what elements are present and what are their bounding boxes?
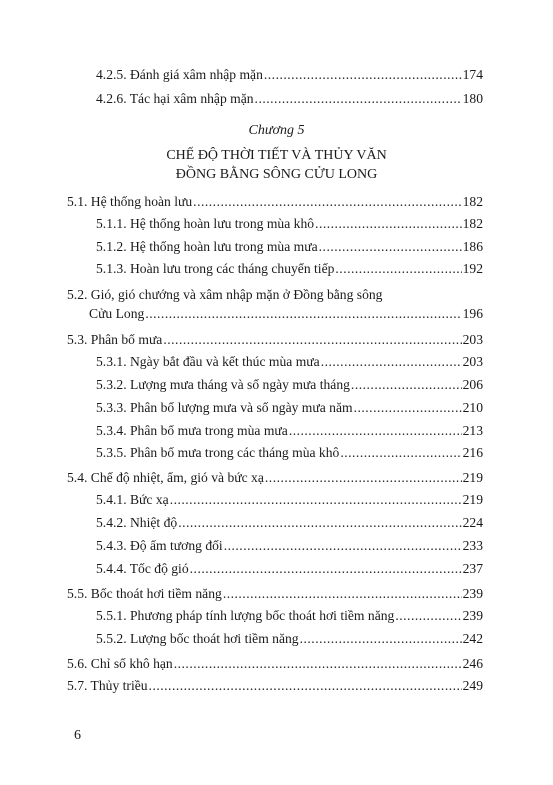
toc-section-label: 5.7. Thủy triều [67,678,148,693]
toc-entry-label: 4.2.5. Đánh giá xâm nhập mặn [96,67,263,82]
toc-section[interactable] [0,583,553,605]
toc-entry-page: 174 [462,67,483,82]
toc-subsection[interactable] [0,628,553,650]
toc-subsection-label: 5.3.3. Phân bố lượng mưa và số ngày mưa năm [96,400,353,415]
toc-section-page: 246 [462,656,483,671]
toc-subsection-page: 182 [462,216,483,231]
toc-subsection-page: 210 [462,400,483,415]
toc-subsection[interactable] [0,374,553,396]
dot-leader [395,605,461,627]
toc-subsection-page: 203 [462,354,483,369]
dot-leader [170,489,462,511]
toc-section[interactable] [0,675,553,697]
toc-subsection[interactable] [0,489,553,511]
toc-entry[interactable] [0,64,553,86]
toc-subsection[interactable] [0,213,553,235]
toc-subsection-page: 239 [462,608,483,623]
page-number: 6 [74,728,81,743]
toc-section-label: 5.2. Gió, gió chướng và xâm nhập mặn ở Đồng bằng sông [67,287,383,302]
toc-section-label: 5.3. Phân bố mưa [67,332,163,347]
toc-subsection-page: 206 [462,377,483,392]
toc-subsection-label: 5.3.4. Phân bố mưa trong mùa mưa [96,423,288,438]
toc-section[interactable] [0,329,553,351]
chapter-title-line-1: CHẾ ĐỘ THỜI TIẾT VÀ THỦY VĂN [166,148,387,163]
toc-subsection[interactable] [0,236,553,258]
toc-section-label: 5.1. Hệ thống hoàn lưu [67,194,193,209]
toc-subsection[interactable] [0,258,553,280]
dot-leader [178,512,461,534]
dot-leader [289,420,462,442]
toc-section-page: 196 [462,306,483,321]
dot-leader [321,351,462,373]
toc-subsection-page: 186 [462,239,483,254]
chapter-number: Chương 5 [248,123,305,138]
toc-section-page: 249 [462,678,483,693]
toc-subsection-page: 242 [462,631,483,646]
toc-subsection-page: 237 [462,561,483,576]
toc-section[interactable] [0,303,553,325]
toc-subsection[interactable] [0,512,553,534]
dot-leader [265,467,462,489]
toc-entry-page: 180 [462,91,483,106]
toc-section-page: 203 [462,332,483,347]
toc-subsection-label: 5.3.5. Phân bố mưa trong các tháng mùa khô [96,445,340,460]
toc-subsection-page: 192 [462,261,483,276]
toc-entry[interactable] [0,88,553,110]
dot-leader [351,374,462,396]
toc-section-label: Cửu Long [89,306,145,321]
toc-section[interactable] [0,467,553,489]
toc-section-page: 239 [462,586,483,601]
toc-subsection-page: 224 [462,515,483,530]
toc-section-page: 219 [462,470,483,485]
dot-leader [264,64,462,86]
toc-subsection-label: 5.4.3. Độ ẩm tương đối [96,538,223,553]
dot-leader [354,397,462,419]
toc-section-label: 5.6. Chỉ số khô hạn [67,656,173,671]
toc-section-label: 5.4. Chế độ nhiệt, ẩm, gió và bức xạ [67,470,264,485]
toc-subsection[interactable] [0,397,553,419]
toc-subsection-page: 216 [462,445,483,460]
toc-subsection-page: 233 [462,538,483,553]
toc-subsection[interactable] [0,442,553,464]
dot-leader [335,258,461,280]
toc-section[interactable] [0,653,553,675]
dot-leader [223,583,462,605]
toc-subsection[interactable] [0,558,553,580]
toc-subsection-page: 219 [462,492,483,507]
dot-leader [319,236,462,258]
toc-subsection[interactable] [0,420,553,442]
toc-subsection-label: 5.1.1. Hệ thống hoàn lưu trong mùa khô [96,216,315,231]
toc-subsection-label: 5.1.3. Hoàn lưu trong các tháng chuyển tiếp [96,261,335,276]
toc-subsection-label: 5.3.2. Lượng mưa tháng và số ngày mưa tháng [96,377,350,392]
dot-leader [145,303,461,325]
dot-leader [255,88,462,110]
dot-leader [163,329,461,351]
dot-leader [193,191,461,213]
dot-leader [300,628,462,650]
toc-subsection-page: 213 [462,423,483,438]
dot-leader [149,675,462,697]
toc-subsection[interactable] [0,351,553,373]
chapter-title-line-2: ĐỒNG BẰNG SÔNG CỬU LONG [175,167,378,182]
toc-subsection[interactable] [0,605,553,627]
toc-section-page: 182 [462,194,483,209]
dot-leader [190,558,462,580]
toc-subsection[interactable] [0,535,553,557]
dot-leader [224,535,462,557]
toc-entry-label: 4.2.6. Tác hại xâm nhập mặn [96,91,254,106]
toc-subsection-label: 5.4.2. Nhiệt độ [96,515,178,530]
toc-subsection-label: 5.5.1. Phương pháp tính lượng bốc thoát hơi tiềm năng [96,608,395,623]
toc-section-label: 5.5. Bốc thoát hơi tiềm năng [67,586,222,601]
toc-subsection-label: 5.4.1. Bức xạ [96,492,169,507]
toc-section[interactable] [0,191,553,213]
toc-subsection-label: 5.4.4. Tốc độ gió [96,561,189,576]
dot-leader [174,653,462,675]
toc-subsection-label: 5.5.2. Lượng bốc thoát hơi tiềm năng [96,631,299,646]
toc-subsection-label: 5.1.2. Hệ thống hoàn lưu trong mùa mưa [96,239,318,254]
dot-leader [315,213,462,235]
toc-subsection-label: 5.3.1. Ngày bắt đầu và kết thúc mùa mưa [96,354,320,369]
dot-leader [340,442,461,464]
